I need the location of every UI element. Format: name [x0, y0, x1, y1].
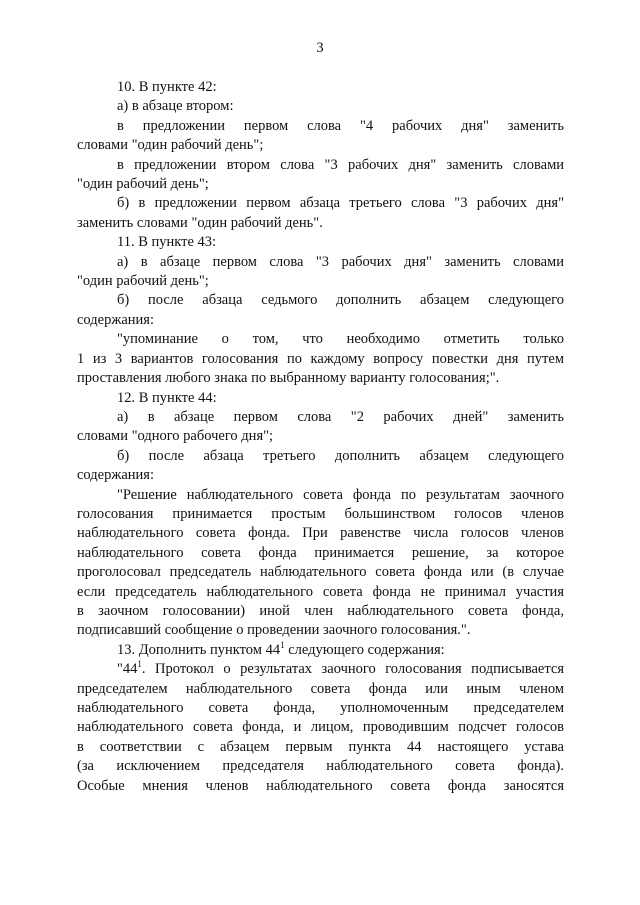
text-segment: в предложении втором слова "3 рабочих дня" заменить словами	[117, 156, 564, 173]
text-line-content	[77, 466, 564, 485]
text-line-content	[77, 427, 564, 446]
document-body	[77, 78, 564, 796]
text-segment: 11. В пункте 43:	[117, 234, 217, 251]
text-line	[77, 175, 564, 194]
text-segment: заменить словами "один рабочий день".	[77, 214, 323, 231]
text-line	[77, 641, 564, 660]
text-line	[77, 214, 564, 233]
text-line	[77, 699, 564, 718]
text-segment: словами "одного рабочего дня";	[77, 428, 274, 445]
text-line-content	[77, 97, 564, 116]
text-line-content	[77, 389, 564, 408]
text-line-content	[77, 175, 564, 194]
text-line	[77, 427, 564, 446]
text-line-content	[77, 233, 564, 252]
text-line	[77, 194, 564, 213]
text-line-content	[77, 350, 564, 369]
text-segment: 10. В пункте 42:	[117, 79, 217, 95]
text-line-content	[77, 641, 564, 660]
text-segment: 13. Дополнить пунктом 44	[117, 641, 281, 658]
text-line-content	[77, 330, 564, 349]
text-line	[77, 136, 564, 155]
text-line	[77, 660, 564, 679]
text-segment: "44	[117, 661, 138, 678]
text-segment: наблюдательного совета фонда. При равенстве числа голосов членов	[77, 525, 564, 542]
text-line	[77, 291, 564, 310]
text-segment: "один рабочий день";	[77, 273, 209, 290]
text-segment: председателем наблюдательного совета фонда или иным членом	[77, 680, 564, 697]
text-line-content	[77, 311, 564, 330]
text-segment: а) в абзаце первом слова "2 рабочих дней" заменить	[117, 408, 564, 425]
text-line-content	[77, 777, 564, 796]
text-line	[77, 466, 564, 485]
text-segment: проставления любого знака по выбранному варианту голосования;".	[77, 370, 500, 387]
text-segment: проголосовал председатель наблюдательного совета фонда или (в случае	[77, 564, 564, 581]
text-segment: следующего содержания:	[284, 641, 445, 658]
text-segment: наблюдательного совета фонда принимается решение, за которое	[77, 544, 564, 561]
text-line	[77, 738, 564, 757]
text-segment: подписавший сообщение о проведении заочного голосования.".	[77, 622, 471, 639]
text-line	[77, 486, 564, 505]
text-segment: а) в абзаце втором:	[117, 98, 234, 115]
text-line	[77, 78, 564, 97]
text-line	[77, 253, 564, 272]
text-line	[77, 680, 564, 699]
text-segment: "Решение наблюдательного совета фонда по результатам заочного	[117, 486, 564, 503]
text-line	[77, 583, 564, 602]
superscript: 1	[137, 659, 142, 670]
text-line	[77, 117, 564, 136]
text-segment: в соответствии с абзацем первым пункта 44 настоящего устава	[77, 738, 564, 755]
text-line	[77, 233, 564, 252]
text-line-content	[77, 680, 564, 699]
text-segment: 12. В пункте 44:	[117, 389, 217, 406]
text-segment: если председатель наблюдательного совета фонда не принимал участия	[77, 583, 564, 600]
text-line-content	[77, 544, 564, 563]
text-segment: наблюдательного совета фонда, уполномоченным председателем	[77, 700, 564, 716]
text-line	[77, 408, 564, 427]
text-line-content	[77, 291, 564, 310]
text-segment: в заочном голосовании) иной член наблюдательного совета фонда,	[77, 602, 564, 619]
text-line	[77, 544, 564, 563]
text-segment: "один рабочий день";	[77, 176, 209, 193]
text-line	[77, 447, 564, 466]
text-line-content	[77, 486, 564, 505]
text-line-content	[77, 214, 564, 233]
text-line-content	[77, 369, 564, 388]
text-segment: Особые мнения членов наблюдательного совета фонда заносятся	[77, 777, 564, 794]
text-line-content	[77, 194, 564, 213]
text-segment: голосования принимается простым большинством голосов членов	[77, 505, 564, 522]
text-line-content	[77, 117, 564, 136]
text-line	[77, 350, 564, 369]
text-line-content	[77, 738, 564, 757]
text-line-content	[77, 660, 564, 679]
text-line-content	[77, 524, 564, 543]
text-line-content	[77, 621, 564, 640]
text-line	[77, 563, 564, 582]
text-line	[77, 602, 564, 621]
text-segment: . Протокол о результатах заочного голосования подписывается	[141, 661, 564, 678]
text-line-content	[77, 757, 564, 776]
text-line	[77, 311, 564, 330]
text-line-content	[77, 408, 564, 427]
text-line	[77, 621, 564, 640]
text-line-content	[77, 447, 564, 466]
text-line	[77, 777, 564, 796]
text-line	[77, 369, 564, 388]
text-segment: б) после абзаца седьмого дополнить абзацем следующего	[117, 292, 564, 309]
text-segment: в предложении первом слова "4 рабочих дня" заменить	[117, 117, 564, 134]
text-line	[77, 524, 564, 543]
text-line	[77, 97, 564, 116]
text-line	[77, 272, 564, 291]
text-line-content	[77, 78, 564, 97]
text-line-content	[77, 563, 564, 582]
text-line-content	[77, 272, 564, 291]
text-segment: "упоминание о том, что необходимо отметить только	[117, 331, 564, 348]
text-line	[77, 505, 564, 524]
page-number: 3	[316, 40, 324, 56]
text-segment: а) в абзаце первом слова "3 рабочих дня" заменить словами	[117, 253, 564, 270]
text-line-content	[77, 156, 564, 175]
text-segment: 1 из 3 вариантов голосования по каждому вопросу повестки дня путем	[77, 350, 564, 367]
text-line-content	[77, 718, 564, 737]
text-line-content	[77, 583, 564, 602]
text-line-content	[77, 699, 564, 718]
text-line	[77, 156, 564, 175]
text-line-content	[77, 602, 564, 621]
text-segment: наблюдательного совета фонда, и лицом, проводившим подсчет голосов	[77, 719, 564, 736]
text-segment: (за исключением председателя наблюдательного совета фонда).	[77, 758, 564, 775]
text-segment: словами "один рабочий день";	[77, 137, 264, 154]
text-line	[77, 330, 564, 349]
text-line	[77, 718, 564, 737]
text-line	[77, 757, 564, 776]
text-line	[77, 389, 564, 408]
text-line-content	[77, 136, 564, 155]
superscript: 1	[280, 639, 285, 650]
text-segment: б) в предложении первом абзаца третьего слова "3 рабочих дня"	[117, 195, 564, 212]
text-segment: содержания:	[77, 467, 155, 484]
text-segment: б) после абзаца третьего дополнить абзацем следующего	[117, 447, 564, 464]
text-segment: содержания:	[77, 311, 155, 328]
text-line-content	[77, 505, 564, 524]
text-line-content	[77, 253, 564, 272]
